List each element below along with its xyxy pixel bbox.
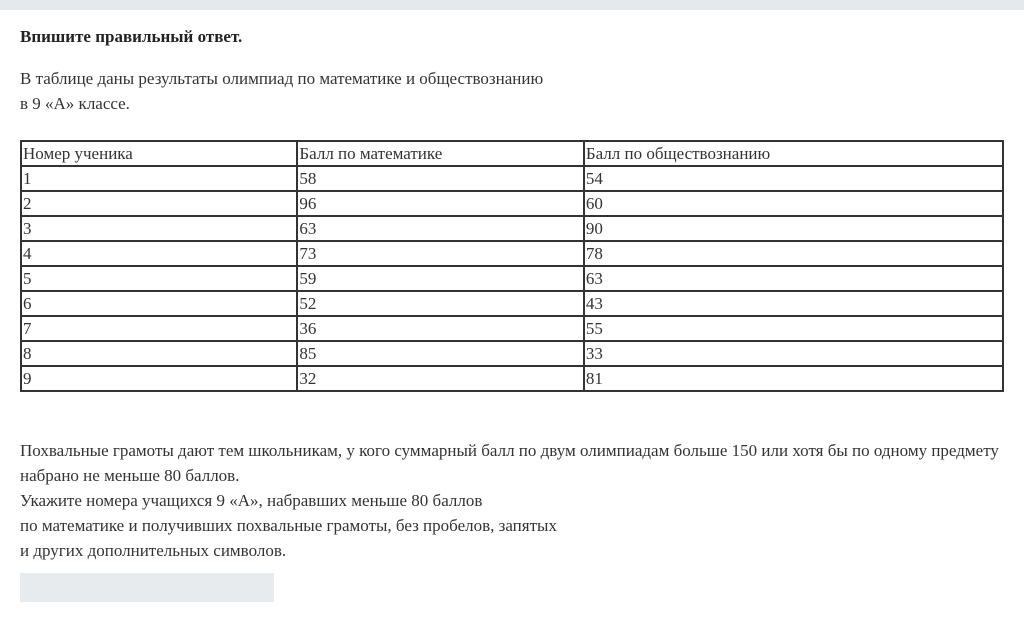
cell-student-number: 8 [21,341,297,366]
cell-math-score: 96 [297,191,583,216]
cell-math-score: 85 [297,341,583,366]
table-row [21,191,1003,216]
top-bar [0,0,1024,10]
table-header-row [21,141,1003,166]
intro-line: В таблице даны результаты олимпиад по математике и обществознанию [20,69,544,88]
table-row [21,291,1003,316]
cell-social-score: 63 [584,266,1003,291]
cell-student-number: 9 [21,366,297,391]
cell-social-score: 78 [584,241,1003,266]
cell-social-score: 54 [584,166,1003,191]
cell-student-number: 3 [21,216,297,241]
header-math-score: Балл по математике [297,141,583,166]
cell-student-number: 4 [21,241,297,266]
cell-social-score: 90 [584,216,1003,241]
question-line: Похвальные грамоты дают тем школьникам, у кого суммарный балл по двум олимпиадам больше 150 или хотя бы по одному предмету набрано не меньше 80 баллов. [20,441,999,485]
cell-student-number: 2 [21,191,297,216]
cell-social-score: 33 [584,341,1003,366]
question-line: Укажите номера учащихся 9 «А», набравших меньше 80 баллов [20,491,483,510]
header-social-score: Балл по обществознанию [584,141,1003,166]
cell-student-number: 7 [21,316,297,341]
cell-student-number: 5 [21,266,297,291]
table-row [21,166,1003,191]
cell-student-number: 1 [21,166,297,191]
cell-social-score: 43 [584,291,1003,316]
intro-line: в 9 «А» классе. [20,94,130,113]
cell-math-score: 58 [297,166,583,191]
table-row [21,366,1003,391]
question-line: и других дополнительных символов. [20,541,287,560]
cell-math-score: 63 [297,216,583,241]
scores-table [20,140,1004,392]
cell-math-score: 73 [297,241,583,266]
cell-math-score: 52 [297,291,583,316]
table-row [21,241,1003,266]
cell-social-score: 60 [584,191,1003,216]
cell-math-score: 36 [297,316,583,341]
intro-text [20,66,543,116]
question-text [20,438,1010,563]
cell-student-number: 6 [21,291,297,316]
cell-social-score: 55 [584,316,1003,341]
cell-social-score: 81 [584,366,1003,391]
cell-math-score: 59 [297,266,583,291]
header-student-number: Номер ученика [21,141,297,166]
table-row [21,216,1003,241]
table-row [21,316,1003,341]
answer-input[interactable] [20,573,274,602]
instruction-heading: Впишите правильный ответ. [20,27,243,46]
question-line: по математике и получивших похвальные грамоты, без пробелов, запятых [20,516,557,535]
table-row [21,266,1003,291]
cell-math-score: 32 [297,366,583,391]
table-row [21,341,1003,366]
